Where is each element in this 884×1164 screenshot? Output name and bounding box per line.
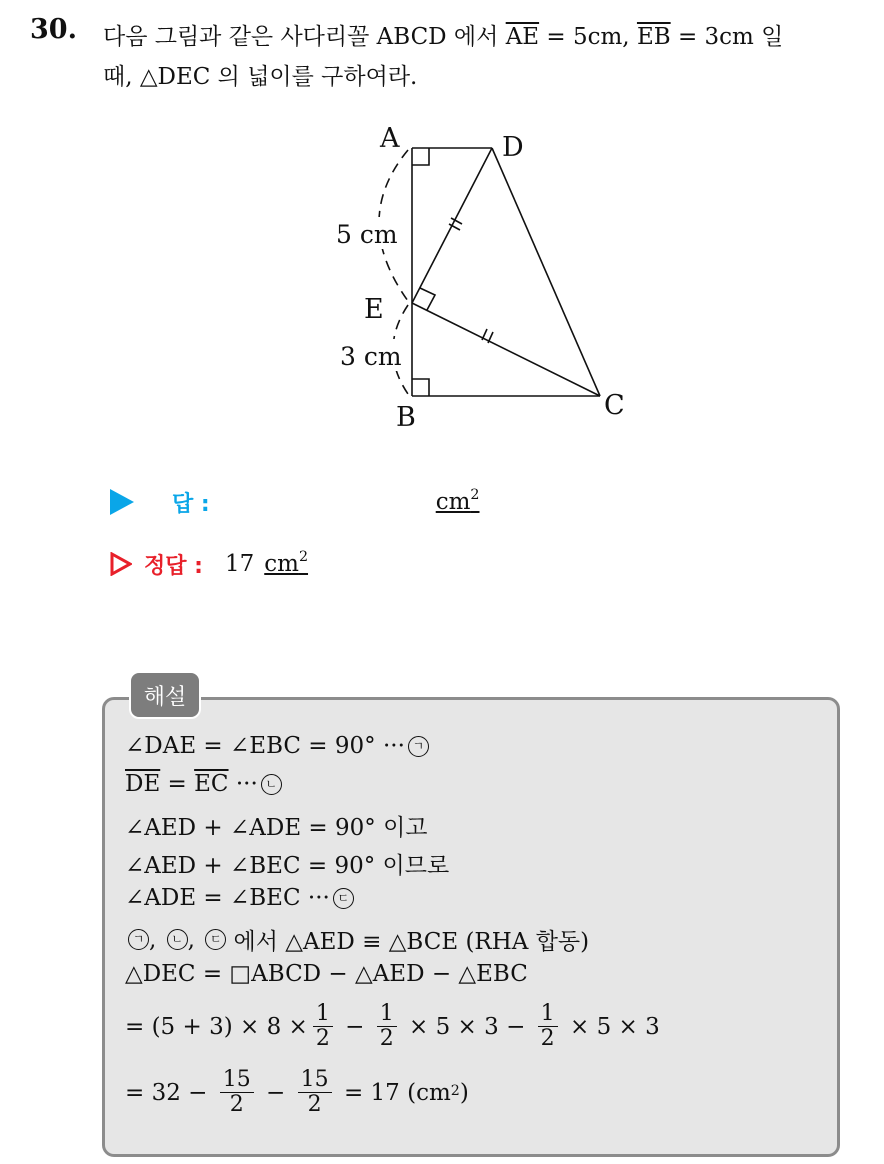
- marker-2: ㄴ: [261, 774, 282, 795]
- length-ae: 5 cm: [336, 220, 398, 249]
- fraction-half-1: $\frac{1}{2}$: [313, 1002, 333, 1051]
- solution-line-1: ∠DAE = ∠EBC = 90° ··· ㄱ: [125, 733, 429, 759]
- solution-line-8: = (5 + 3) × 8 × $\frac{1}{2}$ − $\frac{1}{2}$ × 5 × 3 − $\frac{1}{2}$ × 5 × 3: [125, 1001, 660, 1052]
- play-icon: [110, 489, 134, 515]
- correct-value: 17: [224, 551, 255, 577]
- label-e: E: [364, 294, 384, 325]
- correct-answer-row: [110, 546, 308, 582]
- answer-unit: $cm^2$: [435, 486, 480, 515]
- fraction-15-1: $\frac{15}{2}$: [220, 1068, 254, 1117]
- segment-ae: $\overline{AE}$: [505, 24, 540, 50]
- solution-line-6: ㄱ , ㄴ , ㄷ 에서 △AED ≡ △BCE (RHA 합동): [125, 923, 589, 956]
- fraction-half-3: $\frac{1}{2}$: [538, 1002, 558, 1051]
- length-eb: 3 cm: [340, 342, 402, 371]
- solution-line-5: ∠ADE = ∠BEC ··· ㄷ: [125, 885, 354, 911]
- right-angle-a: [412, 148, 429, 165]
- segment-ec: [412, 303, 600, 396]
- marker-3: ㄷ: [333, 888, 354, 909]
- marker-1: ㄱ: [408, 736, 429, 757]
- fraction-half-2: $\frac{1}{2}$: [377, 1002, 397, 1051]
- solution-line-4: ∠AED + ∠BEC = 90° 이므로: [125, 853, 450, 879]
- right-angle-e: [420, 288, 435, 310]
- solution-tab: 해설: [129, 671, 201, 719]
- answer-label: 답 :: [172, 491, 210, 517]
- correct-label: 정답 :: [144, 553, 203, 579]
- label-a: A: [380, 123, 400, 154]
- segment-eb: $\overline{EB}$: [636, 24, 671, 50]
- side-dc: [492, 148, 600, 396]
- answer-row: [110, 484, 480, 520]
- solution-line-2: $\overline{DE}$ = $\overline{EC}$ ··· ㄴ: [125, 771, 282, 797]
- label-c: C: [604, 390, 625, 421]
- play-outline-icon: [110, 552, 132, 576]
- correct-unit: $cm^2$: [264, 548, 309, 577]
- question-line-1: 다음 그림과 같은 사다리꼴 ABCD 에서 $\overline{AE} = 5cm$, $\overline{EB} = 3cm$ 일: [103, 24, 784, 50]
- question-number: 30.: [30, 14, 77, 45]
- fraction-15-2: $\frac{15}{2}$: [298, 1068, 332, 1117]
- question-line-2: 때, △DEC 의 넓이를 구하여라.: [103, 64, 418, 90]
- trapezoid-figure: [320, 110, 650, 440]
- right-angle-b: [412, 379, 429, 396]
- solution-line-7: △DEC = □ABCD − △AED − △EBC: [125, 961, 528, 987]
- label-d: D: [502, 132, 524, 163]
- solution-line-3: ∠AED + ∠ADE = 90° 이고: [125, 815, 428, 841]
- solution-line-9: = 32 − $\frac{15}{2}$ − $\frac{15}{2}$ = 17 (cm $^2$ ): [125, 1067, 469, 1118]
- label-b: B: [396, 402, 416, 433]
